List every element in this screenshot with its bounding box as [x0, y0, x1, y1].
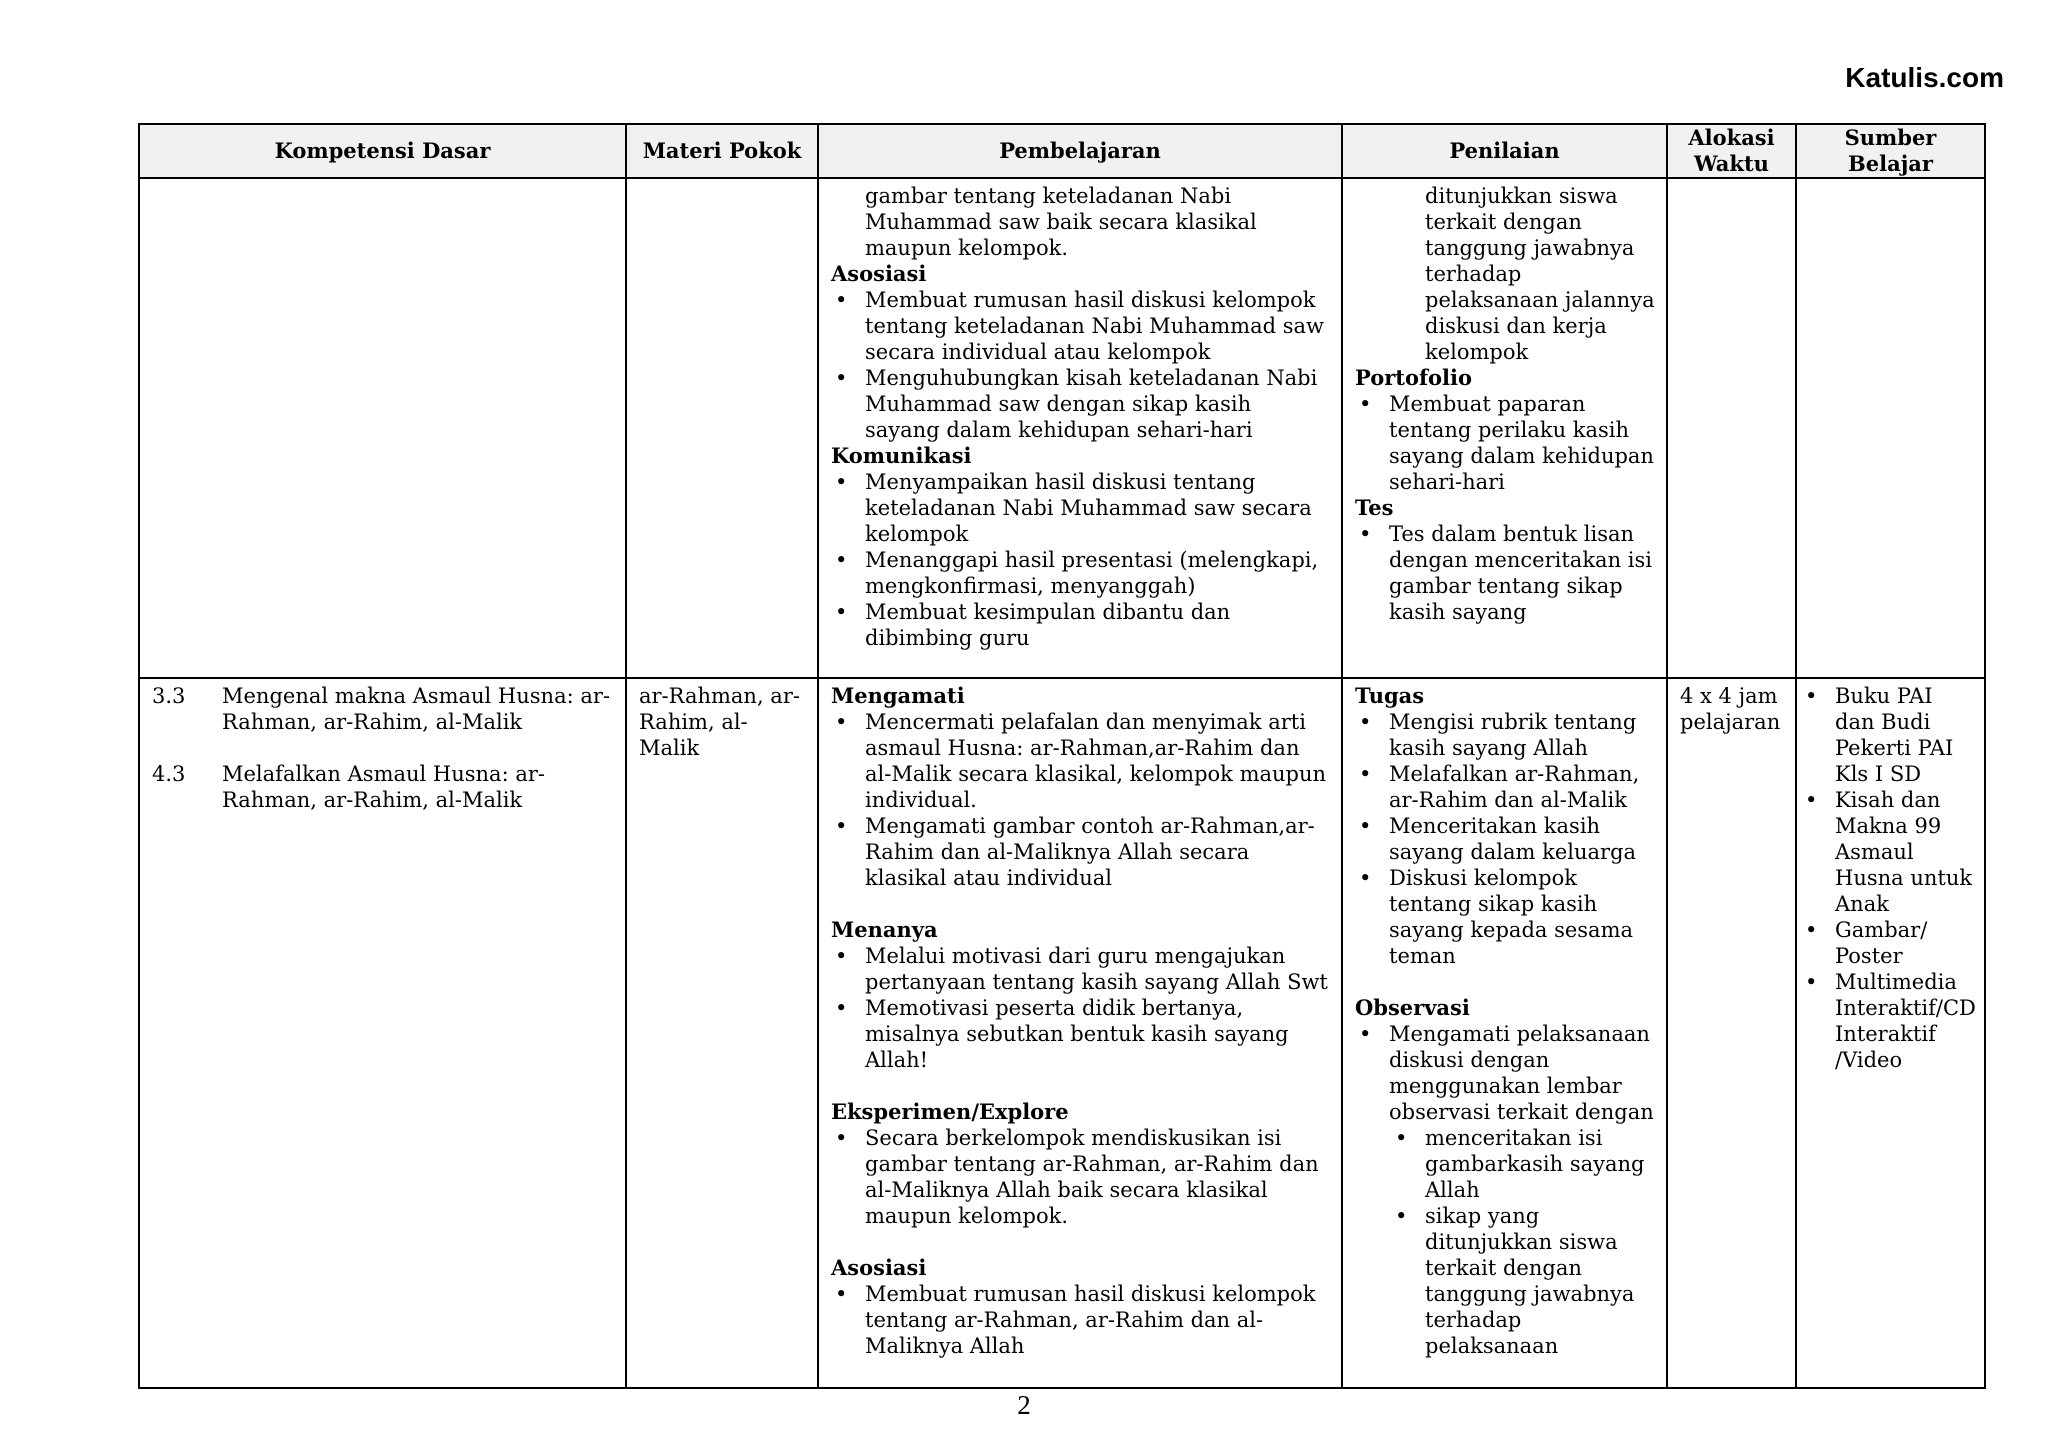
list-item: • sikap yang ditunjukkan siswa terkait dengan tanggung jawabnya terhadap pelaksanaan	[1425, 1203, 1656, 1359]
list-item: • Secara berkelompok mendiskusikan isi gambar tentang ar-Rahman, ar-Rahim dan al-Maliknya Allah baik secara klasikal maupun kelompok.	[865, 1125, 1331, 1229]
header-sumber-belajar: Sumber Belajar	[1796, 124, 1985, 178]
list-item: • Memotivasi peserta didik bertanya, misalnya sebutkan bentuk kasih sayang Allah!	[865, 995, 1331, 1073]
brand-watermark: Katulis.com	[1845, 62, 2004, 93]
list-tugas	[1355, 709, 1656, 969]
cell-sumber-belajar	[1796, 678, 1985, 1388]
list-mengamati	[831, 709, 1331, 891]
kd-number: 3.3	[152, 684, 186, 708]
cell-penilaian	[1342, 678, 1667, 1388]
header-penilaian: Penilaian	[1342, 124, 1667, 178]
list-item: • Gambar/ Poster	[1835, 917, 1974, 969]
section-title-tes: Tes	[1355, 495, 1394, 520]
list-item: • Membuat paparan tentang perilaku kasih sayang dalam kehidupan sehari-hari	[1389, 391, 1656, 495]
kd-text: Mengenal makna Asmaul Husna: ar-Rahman, ar-Rahim, al-Malik	[222, 684, 610, 734]
kd-item	[152, 761, 615, 813]
list-item: • Membuat kesimpulan dibantu dan dibimbing guru	[865, 599, 1331, 651]
list-item	[1389, 1021, 1656, 1359]
list-observasi-sub	[1389, 1125, 1656, 1359]
header-pembelajaran: Pembelajaran	[818, 124, 1342, 178]
list-item: • Multimedia Interaktif/CD Interaktif /Video	[1835, 969, 1974, 1073]
cell-materi-empty	[626, 178, 818, 678]
cell-kompetensi-dasar	[139, 678, 626, 1388]
cell-alokasi-waktu	[1667, 678, 1796, 1388]
list-item: • Mencermati pelafalan dan menyimak arti asmaul Husna: ar-Rahman,ar-Rahim dan al-Malik secara klasikal, kelompok maupun individual.	[865, 709, 1331, 813]
list-item: • Buku PAI dan Budi Pekerti PAI Kls I SD	[1835, 683, 1974, 787]
list-item: • Kisah dan Makna 99 Asmaul Husna untuk Anak	[1835, 787, 1974, 917]
list-item: • Mengamati gambar contoh ar-Rahman,ar-Rahim dan al-Maliknya Allah secara klasikal atau individual	[865, 813, 1331, 891]
section-title-komunikasi: Komunikasi	[831, 443, 972, 468]
list-item: • Melafalkan ar-Rahman, ar-Rahim dan al-Malik	[1389, 761, 1656, 813]
header-materi-pokok: Materi Pokok	[626, 124, 818, 178]
section-title-tugas: Tugas	[1355, 683, 1425, 708]
list-asosiasi	[831, 1281, 1331, 1359]
list-sumber	[1805, 683, 1974, 1073]
list-item: • Membuat rumusan hasil diskusi kelompok tentang ar-Rahman, ar-Rahim dan al-Maliknya Allah	[865, 1281, 1331, 1359]
page-number: 2	[1017, 1390, 1031, 1420]
cell-pembelajaran	[818, 678, 1342, 1388]
kd-item	[152, 683, 615, 735]
list-item: • Menguhubungkan kisah keteladanan Nabi Muhammad saw dengan sikap kasih sayang dalam kehidupan sehari-hari	[865, 365, 1331, 443]
table-header-row	[139, 124, 1985, 178]
list-item: • Tes dalam bentuk lisan dengan menceritakan isi gambar tentang sikap kasih sayang	[1389, 521, 1656, 625]
continued-text: ditunjukkan siswa terkait dengan tanggung jawabnya terhadap pelaksanaan jalannya diskusi dan kerja kelompok	[1425, 184, 1655, 364]
list-item: • Melalui motivasi dari guru mengajukan pertanyaan tentang kasih sayang Allah Swt	[865, 943, 1331, 995]
cell-kd-empty	[139, 178, 626, 678]
list-item: • Menanggapi hasil presentasi (melengkapi, mengkonfirmasi, menyanggah)	[865, 547, 1331, 599]
section-title-portofolio: Portofolio	[1355, 365, 1473, 390]
list-item: • menceritakan isi gambarkasih sayang Allah	[1425, 1125, 1656, 1203]
list-asosiasi	[831, 287, 1331, 443]
table-row	[139, 178, 1985, 678]
kd-text: Melafalkan Asmaul Husna: ar-Rahman, ar-Rahim, al-Malik	[222, 762, 545, 812]
list-komunikasi	[831, 469, 1331, 651]
alokasi-text: 4 x 4 jam pelajaran	[1680, 684, 1781, 734]
cell-alokasi-empty	[1667, 178, 1796, 678]
list-eksperimen	[831, 1125, 1331, 1229]
materi-text: ar-Rahman, ar-Rahim, al-Malik	[639, 684, 800, 760]
cell-pembelajaran	[818, 178, 1342, 678]
list-item: • Menyampaikan hasil diskusi tentang keteladanan Nabi Muhammad saw secara kelompok	[865, 469, 1331, 547]
section-title-observasi: Observasi	[1355, 995, 1470, 1020]
list-portofolio	[1355, 391, 1656, 495]
section-title-asosiasi: Asosiasi	[831, 1255, 927, 1280]
section-title-asosiasi: Asosiasi	[831, 261, 927, 286]
list-item: • Diskusi kelompok tentang sikap kasih sayang kepada sesama teman	[1389, 865, 1656, 969]
list-menanya	[831, 943, 1331, 1073]
section-title-eksperimen: Eksperimen/Explore	[831, 1099, 1069, 1124]
list-item: • Menceritakan kasih sayang dalam keluarga	[1389, 813, 1656, 865]
list-tes	[1355, 521, 1656, 625]
section-title-menanya: Menanya	[831, 917, 938, 942]
cell-sumber-empty	[1796, 178, 1985, 678]
continued-text: gambar tentang keteladanan Nabi Muhammad saw baik secara klasikal maupun kelompok.	[865, 184, 1257, 260]
list-observasi	[1355, 1021, 1656, 1359]
header-kompetensi-dasar: Kompetensi Dasar	[139, 124, 626, 178]
syllabus-table	[138, 123, 1986, 1389]
cell-penilaian	[1342, 178, 1667, 678]
list-item-text: Mengamati pelaksanaan diskusi dengan menggunakan lembar observasi terkait dengan	[1389, 1022, 1654, 1124]
list-item: • Membuat rumusan hasil diskusi kelompok tentang keteladanan Nabi Muhammad saw secara individual atau kelompok	[865, 287, 1331, 365]
list-item: • Mengisi rubrik tentang kasih sayang Allah	[1389, 709, 1656, 761]
table-row	[139, 678, 1985, 1388]
section-title-mengamati: Mengamati	[831, 683, 965, 708]
header-alokasi-waktu: Alokasi Waktu	[1667, 124, 1796, 178]
cell-materi-pokok	[626, 678, 818, 1388]
kd-number: 4.3	[152, 762, 186, 786]
